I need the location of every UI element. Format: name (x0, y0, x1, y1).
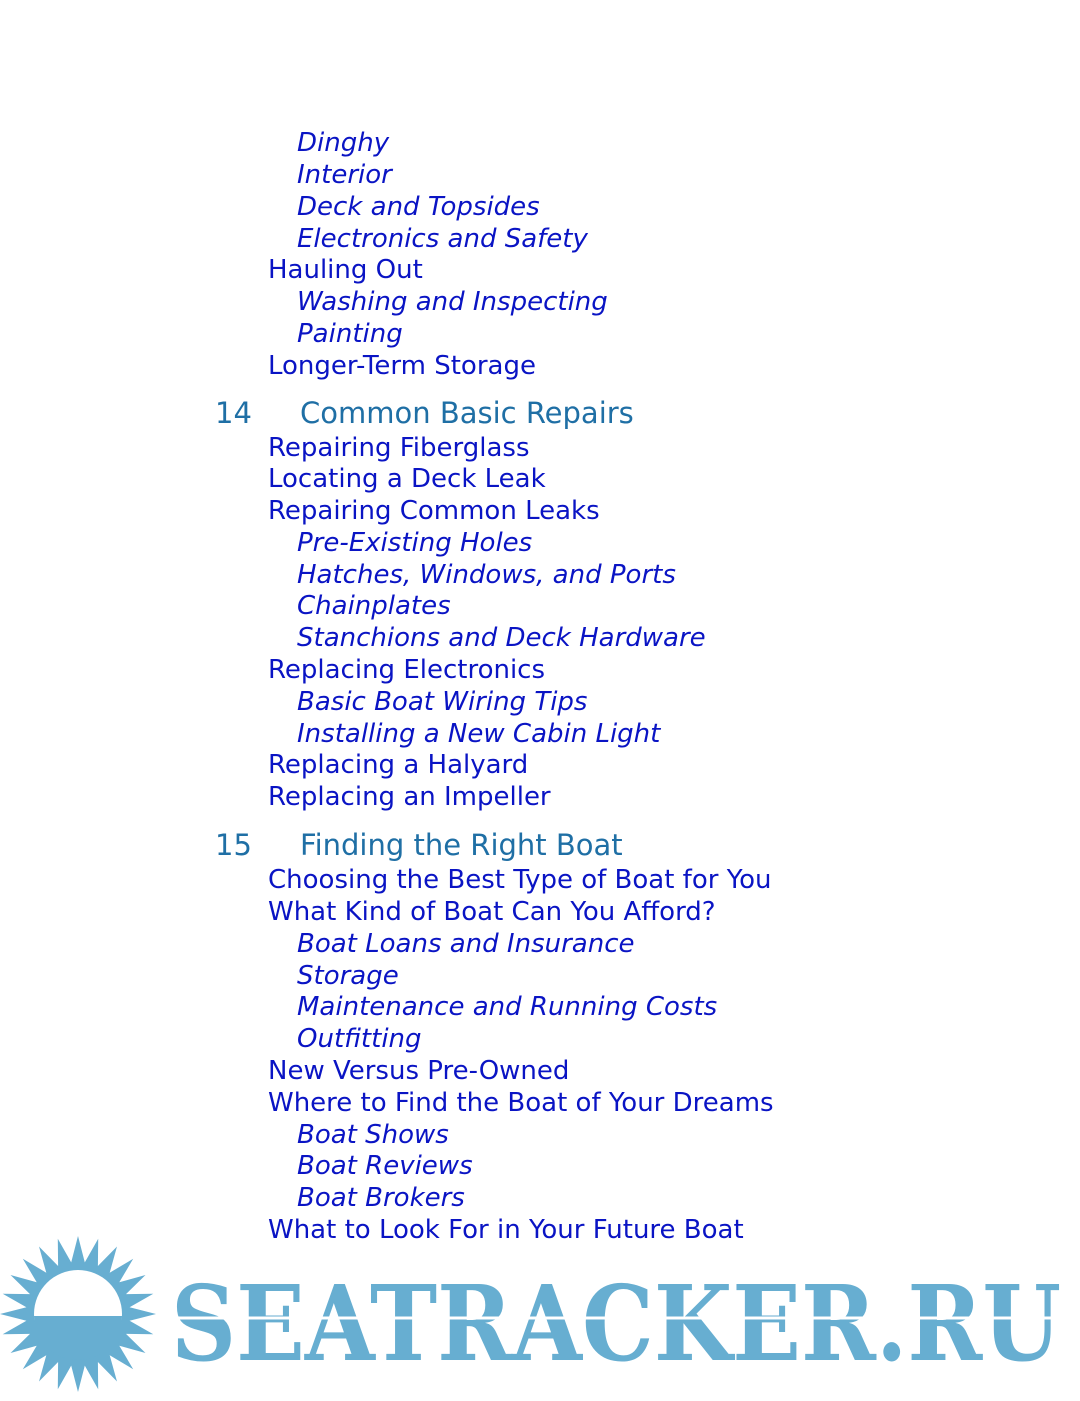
toc-entry-electronics-safety: Electronics and Safety (297, 224, 588, 254)
watermark-text: SEATRACKER.RU (171, 1262, 1061, 1385)
toc-entry-boat-reviews: Boat Reviews (297, 1151, 473, 1181)
toc-entry-loans-insurance: Boat Loans and Insurance (297, 929, 635, 959)
toc-entry-replacing-halyard: Replacing a Halyard (268, 750, 529, 780)
toc-entry-repairing-common-leaks: Repairing Common Leaks (268, 496, 600, 526)
toc-entry-interior: Interior (297, 160, 392, 190)
toc-entry-dinghy: Dinghy (297, 128, 390, 158)
toc-entry-boat-brokers: Boat Brokers (297, 1183, 465, 1213)
watermark (0, 1236, 1080, 1397)
toc-entry-locating-deck-leak: Locating a Deck Leak (268, 464, 546, 494)
toc-entry-what-kind-afford: What Kind of Boat Can You Afford? (268, 897, 716, 927)
toc-entry-new-vs-preowned: New Versus Pre-Owned (268, 1056, 570, 1086)
toc-entry-longer-term-storage: Longer-Term Storage (268, 351, 536, 381)
toc-entry-hauling-out: Hauling Out (268, 255, 423, 285)
toc-entry-painting: Painting (297, 319, 403, 349)
toc-entry-boat-shows: Boat Shows (297, 1120, 449, 1150)
toc-entry-washing-inspecting: Washing and Inspecting (297, 287, 608, 317)
toc-entry-what-to-look-for: What to Look For in Your Future Boat (268, 1215, 744, 1245)
toc-entry-pre-existing-holes: Pre-Existing Holes (297, 528, 533, 558)
toc-entry-storage: Storage (297, 961, 399, 991)
toc-entry-stanchions-deck-hardware: Stanchions and Deck Hardware (297, 623, 706, 653)
toc-entry-outfitting: Outfitting (297, 1024, 422, 1054)
toc-entry-deck-topsides: Deck and Topsides (297, 192, 540, 222)
toc-entry-choosing-best-type: Choosing the Best Type of Boat for You (268, 865, 772, 895)
toc-entry-replacing-impeller: Replacing an Impeller (268, 782, 551, 812)
chapter-14-title: Common Basic Repairs (300, 396, 634, 430)
toc-entry-where-to-find: Where to Find the Boat of Your Dreams (268, 1088, 774, 1118)
toc-entry-maintenance-costs: Maintenance and Running Costs (297, 992, 718, 1022)
toc-entry-repairing-fiberglass: Repairing Fiberglass (268, 433, 530, 463)
toc-entry-installing-cabin-light: Installing a New Cabin Light (297, 719, 661, 749)
toc-entry-chainplates: Chainplates (297, 591, 451, 621)
sun-icon (0, 1236, 156, 1392)
chapter-15-title: Finding the Right Boat (300, 828, 623, 862)
toc-entry-basic-wiring-tips: Basic Boat Wiring Tips (297, 687, 588, 717)
chapter-14-number: 14 (215, 396, 252, 430)
chapter-15-number: 15 (215, 828, 252, 862)
toc-entry-replacing-electronics: Replacing Electronics (268, 655, 546, 685)
toc-entry-hatches-windows-ports: Hatches, Windows, and Ports (297, 560, 676, 590)
